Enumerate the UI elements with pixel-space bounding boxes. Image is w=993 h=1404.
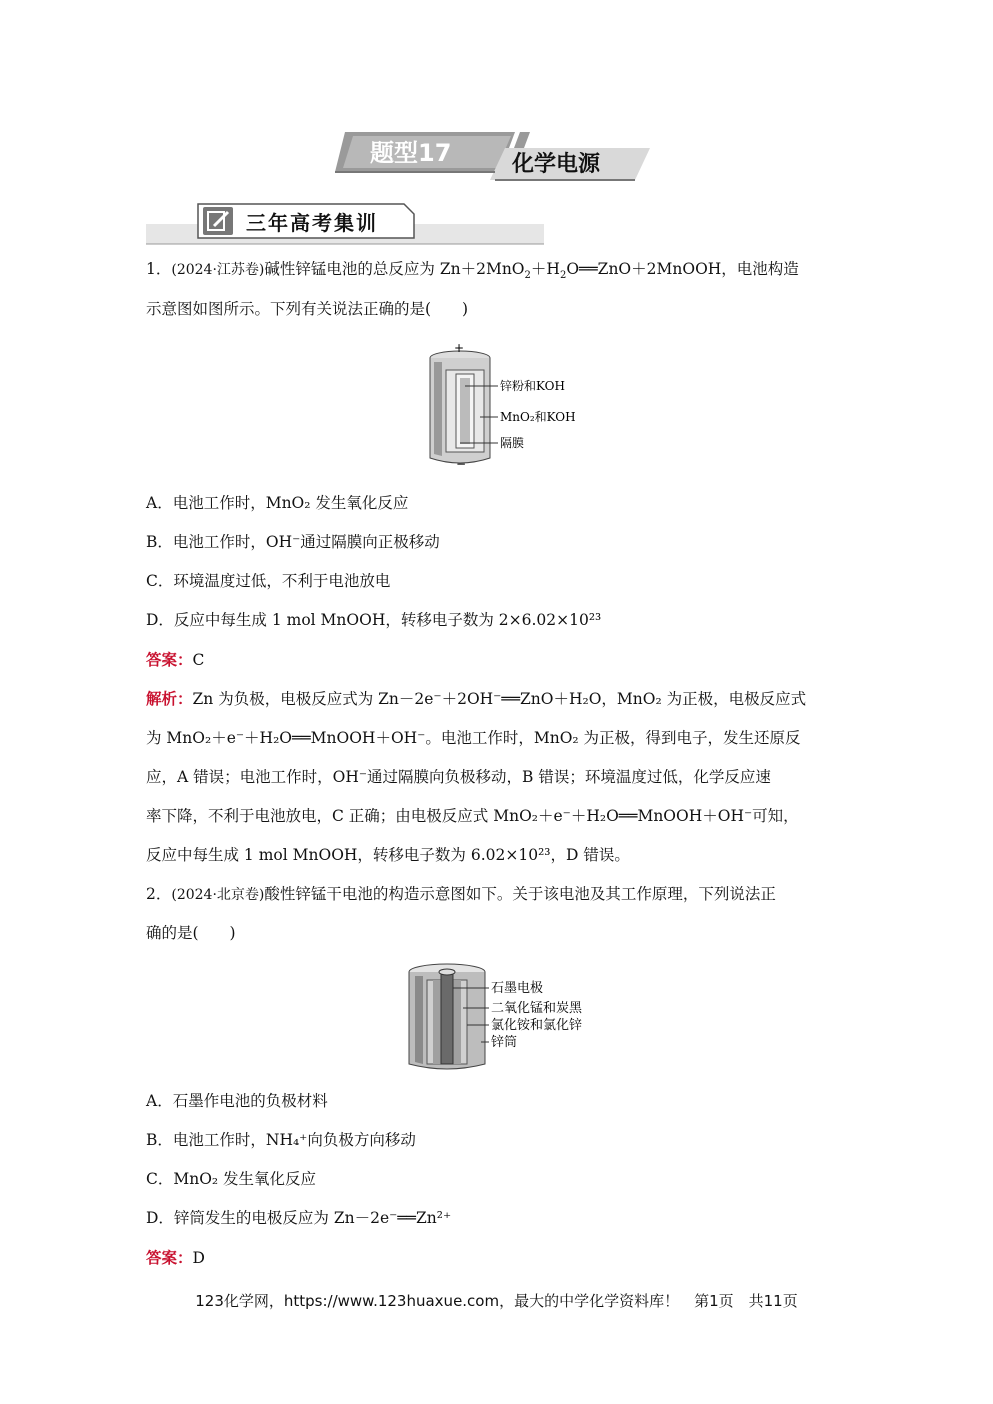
q1-fig-minus: − <box>456 457 467 470</box>
page-footer: 123化学网，https://www.123huaxue.com，最大的中学化学资料库！ 第1页 共11页 <box>195 1292 798 1310</box>
q2-fig-label-graphite: 石墨电极 <box>491 981 544 996</box>
q1-answer-value: C <box>192 651 205 669</box>
q2-stem-a: 酸性锌锰干电池的构造示意图如下。关于该电池及其工作原理，下列说法正 <box>264 885 776 903</box>
q2-fig-label-mno2: 二氧化锰和炭黑 <box>491 1001 583 1016</box>
banner-type-label: 题型17 <box>370 139 452 167</box>
q1-source: (2024·江苏卷) <box>171 262 265 278</box>
q1-analysis-line4: 率下降，不利于电池放电，C 正确；由电极反应式 MnO₂＋e⁻＋H₂O══MnOOH＋OH⁻可知， <box>146 807 799 825</box>
q1-analysis-line5: 反应中每生成 1 mol MnOOH，转移电子数为 6.02×10²³，D 错误。 <box>146 846 630 864</box>
q1-stem-line1 <box>146 258 799 281</box>
edit-icon <box>202 206 234 236</box>
q2-fig-label-zinc-can: 锌筒 <box>491 1035 518 1050</box>
q2-answer <box>146 1247 205 1269</box>
q2-answer-value: D <box>192 1249 205 1267</box>
q1-fig-label-membrane: 隔膜 <box>500 436 525 450</box>
q1-analysis-text-1: Zn 为负极，电极反应式为 Zn－2e⁻＋2OH⁻══ZnO＋H₂O，MnO₂ 为正极，电极反应式 <box>192 690 807 708</box>
dry-cell-figure <box>405 962 605 1074</box>
q1-fig-label-mno2: MnO₂和KOH <box>500 410 576 424</box>
alkaline-battery-figure <box>420 340 580 470</box>
q2-number: 2． <box>146 885 172 903</box>
q1-fig-label-zinc: 锌粉和KOH <box>500 379 565 393</box>
q1-option-c: C．环境温度过低，不利于电池放电 <box>146 572 391 590</box>
banner-topic: 化学电源 <box>512 152 601 177</box>
section-title: 三年高考集训 <box>246 211 378 235</box>
q1-analysis-line2: 为 MnO₂＋e⁻＋H₂O══MnOOH＋OH⁻。电池工作时，MnO₂ 为正极，得到电子，发生还原反 <box>146 729 801 747</box>
q2-stem-line2: 确的是( ) <box>146 924 236 942</box>
q2-answer-label: 答案： <box>146 1249 193 1267</box>
q2-source: (2024·北京卷) <box>171 887 265 903</box>
q1-analysis-line3: 应，A 错误；电池工作时，OH⁻通过隔膜向负极移动，B 错误；环境温度过低，化学反应速 <box>146 768 771 786</box>
q1-answer <box>146 649 204 671</box>
q2-option-c: C．MnO₂ 发生氧化反应 <box>146 1170 317 1188</box>
q2-fig-label-electrolyte: 氯化铵和氯化锌 <box>491 1018 583 1033</box>
q1-option-b: B．电池工作时，OH⁻通过隔膜向正极移动 <box>146 533 440 551</box>
q1-stem-b: ，电池构造 <box>721 260 799 278</box>
q1-option-a: A．电池工作时，MnO₂ 发生氧化反应 <box>146 494 409 512</box>
q2-stem-line1 <box>146 883 776 906</box>
q2-option-a: A．石墨作电池的负极材料 <box>146 1092 328 1110</box>
q1-option-d: D．反应中每生成 1 mol MnOOH，转移电子数为 2×6.02×10²³ <box>146 611 602 629</box>
q1-number: 1． <box>146 260 172 278</box>
q1-equation: $Zn+2MnO_2+H_2O══ZnO+2MnOOH$ <box>439 260 722 282</box>
q1-answer-label: 答案： <box>146 651 193 669</box>
q1-analysis-line1 <box>146 688 806 710</box>
q2-option-d: D．锌筒发生的电极反应为 Zn－2e⁻══Zn²⁺ <box>146 1209 452 1227</box>
q2-option-b: B．电池工作时，NH₄⁺向负极方向移动 <box>146 1131 416 1149</box>
q1-fig-plus: + <box>454 341 465 355</box>
q1-stem-line2: 示意图如图所示。下列有关说法正确的是( ) <box>146 300 469 318</box>
q1-stem-a: 碱性锌锰电池的总反应为 <box>264 260 435 278</box>
q1-analysis-label: 解析： <box>146 690 193 708</box>
